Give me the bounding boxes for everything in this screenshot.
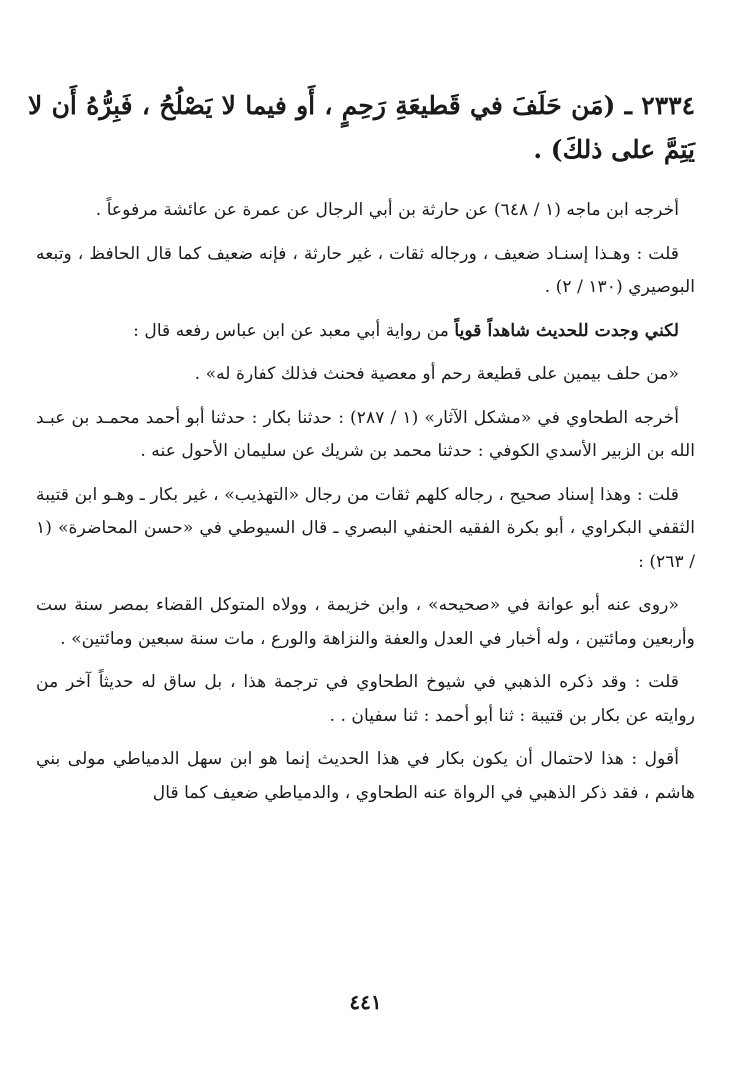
suyuti-quote-paragraph: «روى عنه أبو عوانة في «صحيحه» ، وابن خزيمة ، وولاه المتوكل القضاء بمصر سنة ست وأربعين ومائتين ، وله أخبار في العدل والعفة والنزاهة والورع ، مات سنة سبعين ومائتين» . xyxy=(36,595,695,649)
witness-text-paragraph: «من حلف بيمين على قطيعة رحم أو معصية فحنث فذلك كفارة له» . xyxy=(194,364,679,384)
isnad-weakness-paragraph: قلت : وهـذا إسنـاد ضعيف ، ورجاله ثقات ، غير حارثة ، فإنه ضعيف كما قال الحافظ ، وتبعه البوصيري (١٣٠ / ٢) . xyxy=(36,243,695,297)
dhahabi-paragraph: قلت : وقد ذكره الذهبي في شيوخ الطحاوي في ترجمة هذا ، بل ساق له حديثاً آخر من روايته عن بكار بن قتيبة : ثنا أبو أحمد : ثنا سفيان . . xyxy=(36,672,695,726)
isnad-sahih-paragraph: قلت : وهذا إسناد صحيح ، رجاله كلهم ثقات من رجال «التهذيب» ، غير بكار ـ وهـو ابن قتيبة الثقفي البكراوي ، أبو بكرة الفقيه الحنفي البصري ـ قال السيوطي في «حسن المحاضرة» (١ / ٢٦٣) : xyxy=(36,484,695,572)
hadith-heading: ٢٣٣٤ ـ (مَن حَلَفَ في قَطيعَةِ رَحِمٍ ، أَو فيما لا يَصْلُحُ ، فَبِرُّهُ أَن لا يَتِمَّ على ذلكَ) . xyxy=(28,91,695,164)
commentary-body xyxy=(36,194,695,820)
tahawi-takhrij-paragraph: أخرجه الطحاوي في «مشكل الآثار» (١ / ٢٨٧) : حدثنا بكار : حدثنا أبو أحمد محمـد بن عبـد الله بن الزبير الأسدي الكوفي : حدثنا محمد بن شريك عن سليمان الأحول عنه . xyxy=(36,407,695,461)
takhrij-paragraph: أخرجه ابن ماجه (١ / ٦٤٨) عن حارثة بن أبي الرجال عن عمرة عن عائشة مرفوعاً . xyxy=(95,200,679,220)
conclusion-paragraph: أقول : هذا لاحتمال أن يكون بكار في هذا الحديث إنما هو ابن سهل الدمياطي مولى بني هاشم ، فقد ذكر الذهبي في الرواة عنه الطحاوي ، والدمياطي ضعيف كما قال xyxy=(36,749,695,803)
page-number: ٤٤١ xyxy=(349,990,382,1014)
witness-bold-lead: لكني وجدت للحديث شاهداً قوياً xyxy=(454,320,679,341)
witness-paragraph xyxy=(36,315,695,349)
witness-rest: من رواية أبي معبد عن ابن عباس رفعه قال : xyxy=(133,320,455,341)
